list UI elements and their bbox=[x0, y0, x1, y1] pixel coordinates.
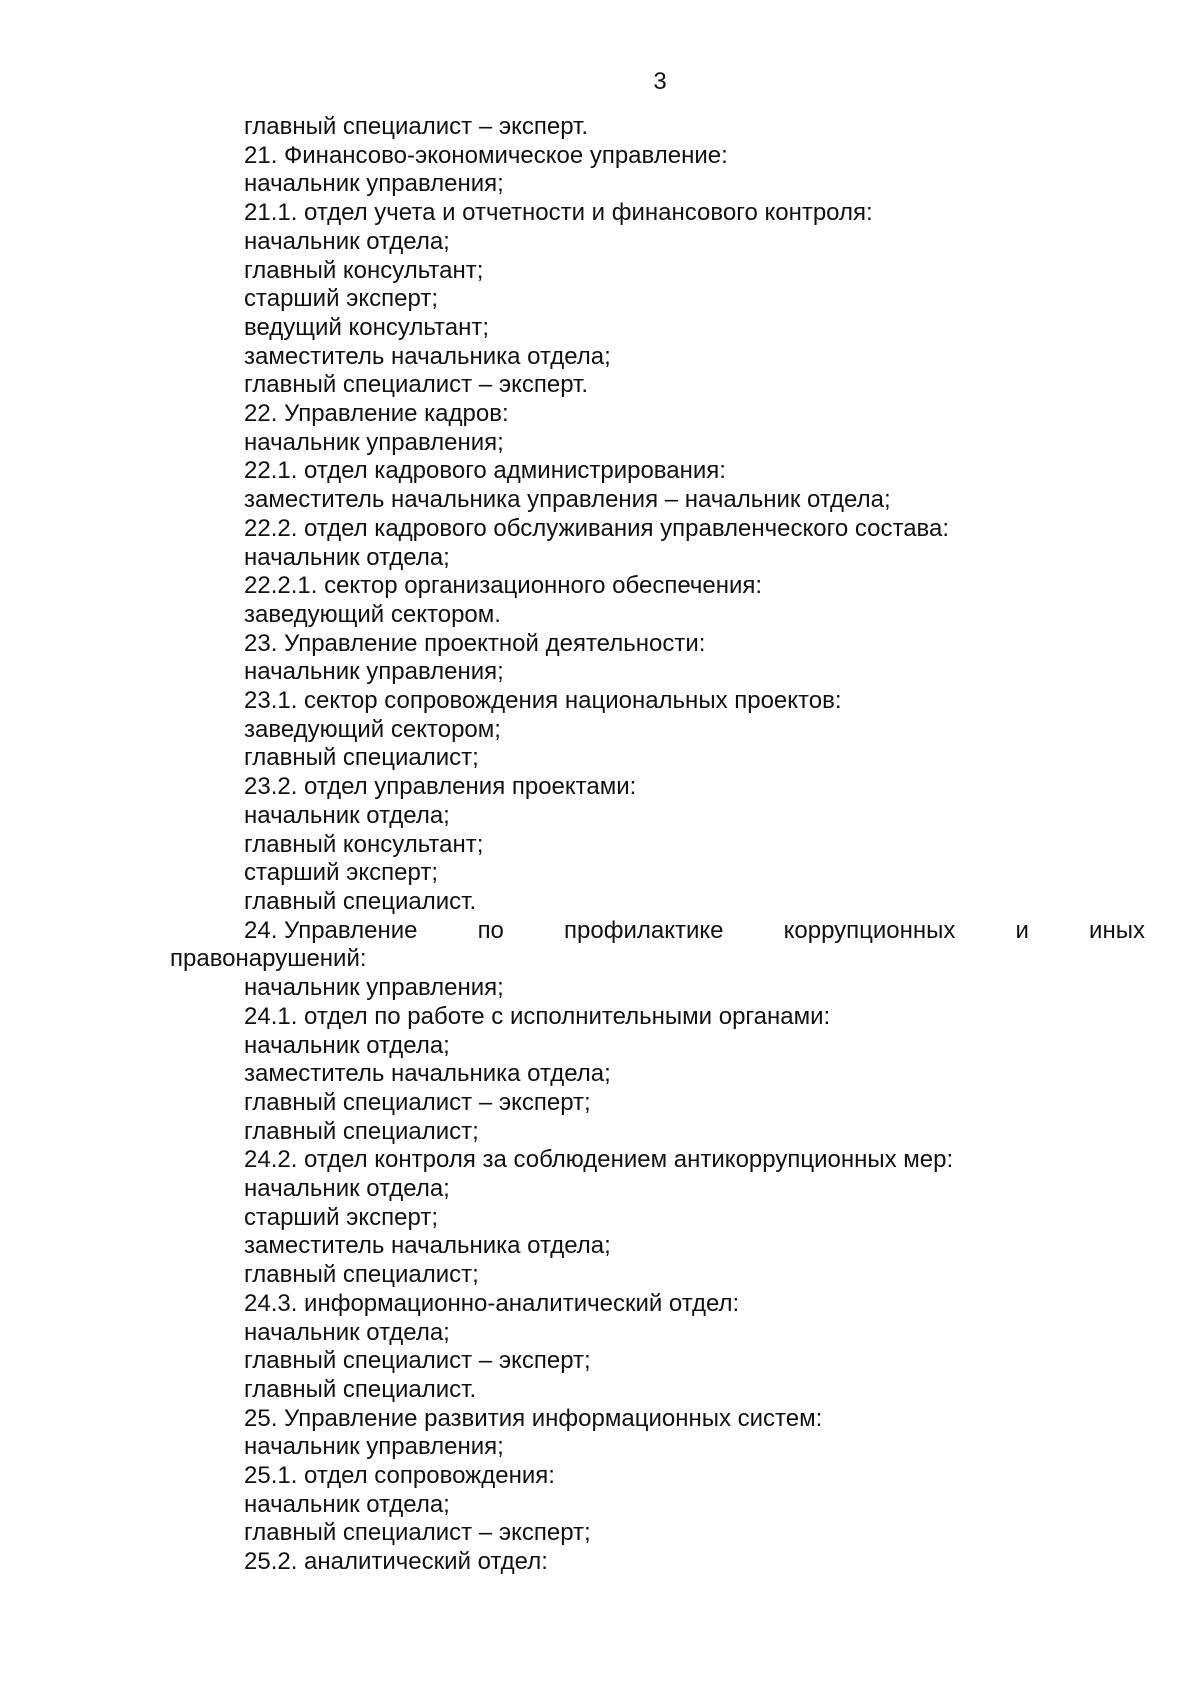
section-24-word: 24. Управление bbox=[244, 916, 418, 944]
section-24-word: иных bbox=[1089, 916, 1145, 944]
subsection-heading-21-1: 21.1. отдел учета и отчетности и финансового контроля: bbox=[244, 199, 873, 227]
subsection-heading-24-3: 24.3. информационно-аналитический отдел: bbox=[244, 1289, 740, 1317]
text-line: ведущий консультант; bbox=[244, 313, 489, 341]
section-24-word: профилактике bbox=[564, 916, 724, 944]
document-body bbox=[170, 113, 1145, 1577]
text-line: главный специалист; bbox=[244, 1117, 479, 1145]
text-line: главный специалист; bbox=[244, 1261, 479, 1289]
section-24-word: по bbox=[477, 916, 504, 944]
text-line: начальник отдела; bbox=[244, 1490, 450, 1518]
text-line: старший эксперт; bbox=[244, 859, 438, 887]
section-heading-21: 21. Финансово-экономическое управление: bbox=[244, 141, 728, 169]
section-heading-22: 22. Управление кадров: bbox=[244, 400, 509, 428]
subsection-heading-22-1: 22.1. отдел кадрового администрирования: bbox=[244, 457, 726, 485]
text-line: заведующий сектором; bbox=[244, 715, 501, 743]
text-line: начальник управления; bbox=[244, 974, 504, 1002]
text-line: старший эксперт; bbox=[244, 1203, 438, 1231]
text-line: главный специалист – эксперт; bbox=[244, 1519, 591, 1547]
text-line: заместитель начальника управления – начальник отдела; bbox=[244, 486, 891, 514]
text-line: главный специалист. bbox=[244, 1375, 477, 1403]
text-line: начальник управления; bbox=[244, 170, 504, 198]
text-line: главный специалист – эксперт; bbox=[244, 1347, 591, 1375]
text-line: заместитель начальника отдела; bbox=[244, 342, 611, 370]
text-line: главный консультант; bbox=[244, 256, 484, 284]
text-line: главный специалист; bbox=[244, 744, 479, 772]
section-24-word: и bbox=[1015, 916, 1029, 944]
text-line: главный консультант; bbox=[244, 830, 484, 858]
text-line: старший эксперт; bbox=[244, 285, 438, 313]
text-line: начальник отдела; bbox=[244, 227, 450, 255]
subsection-heading-24-2: 24.2. отдел контроля за соблюдением антикоррупционных мер: bbox=[244, 1146, 954, 1174]
text-line: начальник отдела; bbox=[244, 801, 450, 829]
text-line: начальник отдела; bbox=[244, 1318, 450, 1346]
text-line: заместитель начальника отдела; bbox=[244, 1232, 611, 1260]
text-line: главный специалист – эксперт; bbox=[244, 1088, 591, 1116]
subsection-heading-23-2: 23.2. отдел управления проектами: bbox=[244, 773, 637, 801]
text-line: главный специалист. bbox=[244, 887, 477, 915]
text-line: главный специалист – эксперт. bbox=[244, 371, 589, 399]
subsection-heading-25-1: 25.1. отдел сопровождения: bbox=[244, 1462, 555, 1490]
section-heading-25: 25. Управление развития информационных систем: bbox=[244, 1404, 823, 1432]
section-24-word: коррупционных bbox=[783, 916, 956, 944]
subsection-heading-22-2: 22.2. отдел кадрового обслуживания управленческого состава: bbox=[244, 514, 950, 542]
text-line: начальник управления; bbox=[244, 1433, 504, 1461]
text-line: начальник управления; bbox=[244, 428, 504, 456]
text-line: заведующий сектором. bbox=[244, 600, 501, 628]
subsection-heading-23-1: 23.1. сектор сопровождения национальных проектов: bbox=[244, 687, 842, 715]
section-heading-24-continuation: правонарушений: bbox=[170, 945, 367, 973]
text-line: начальник отдела; bbox=[244, 543, 450, 571]
text-line: главный специалист – эксперт. bbox=[244, 113, 589, 140]
section-heading-23: 23. Управление проектной деятельности: bbox=[244, 629, 706, 657]
text-line: начальник управления; bbox=[244, 658, 504, 686]
page-number: 3 bbox=[653, 68, 667, 95]
section-heading-24 bbox=[170, 917, 1145, 946]
subsection-heading-24-1: 24.1. отдел по работе с исполнительными органами: bbox=[244, 1002, 831, 1030]
text-line: начальник отдела; bbox=[244, 1031, 450, 1059]
text-line: заместитель начальника отдела; bbox=[244, 1060, 611, 1088]
subsection-heading-22-2-1: 22.2.1. сектор организационного обеспечения: bbox=[244, 572, 763, 600]
text-line: начальник отдела; bbox=[244, 1175, 450, 1203]
subsection-heading-25-2: 25.2. аналитический отдел: bbox=[244, 1548, 548, 1576]
